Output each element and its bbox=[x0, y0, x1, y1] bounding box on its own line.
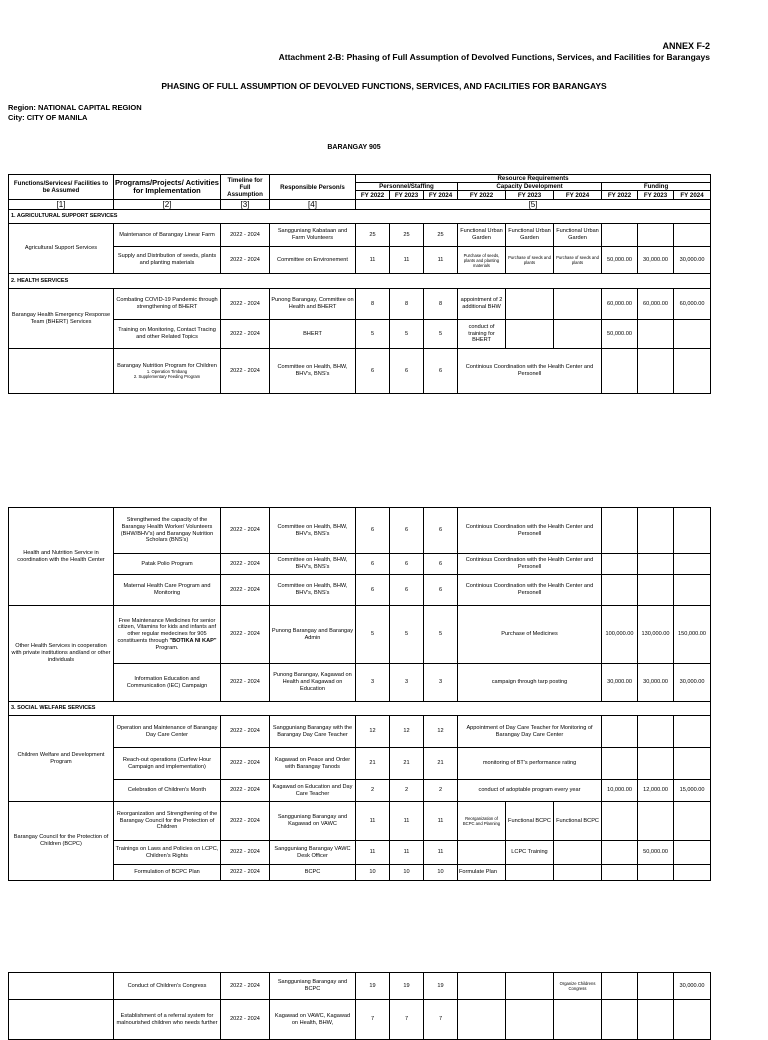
program-cell: Maintenance of Barangay Linear Farm bbox=[114, 224, 221, 247]
program-cell: Information Education and Communication (IEC) Campaign bbox=[114, 664, 221, 702]
timeline-cell: 2022 - 2024 bbox=[221, 1000, 270, 1040]
funding-cell bbox=[638, 224, 674, 247]
program-cell: Patak Polio Program bbox=[114, 554, 221, 575]
program-cell bbox=[114, 349, 221, 394]
timeline-cell: 2022 - 2024 bbox=[221, 841, 270, 865]
funding-cell bbox=[602, 841, 638, 865]
region-label: Region: NATIONAL CAPITAL REGION bbox=[8, 103, 142, 112]
funding-cell: 130,000.00 bbox=[638, 606, 674, 664]
responsible-cell: Kagawad on VAWC, Kagawad on Health, BHW, bbox=[270, 1000, 356, 1040]
capacity-cell bbox=[458, 1000, 506, 1040]
header-year: FY 2024 bbox=[554, 191, 602, 200]
capacity-cell: Formulate Plan bbox=[458, 865, 506, 881]
responsible-cell: Committee on Health, BHW, BHV's, BNS's bbox=[270, 349, 356, 394]
personnel-cell: 6 bbox=[356, 554, 390, 575]
personnel-cell: 10 bbox=[424, 865, 458, 881]
table-row bbox=[9, 508, 711, 554]
table-row bbox=[9, 349, 711, 394]
program-cell: Establishment of a referral system for malnourished children who needs further bbox=[114, 1000, 221, 1040]
funding-cell bbox=[638, 1000, 674, 1040]
personnel-cell: 6 bbox=[390, 575, 424, 606]
program-text-end: Program. bbox=[155, 644, 179, 651]
capacity-cell: Purchase of Medicines bbox=[458, 606, 602, 664]
responsible-cell: Punong Barangay and Barangay Admin bbox=[270, 606, 356, 664]
timeline-cell: 2022 - 2024 bbox=[221, 247, 270, 274]
personnel-cell: 7 bbox=[390, 1000, 424, 1040]
personnel-cell: 5 bbox=[356, 606, 390, 664]
personnel-cell: 8 bbox=[424, 289, 458, 320]
funding-cell bbox=[602, 748, 638, 780]
personnel-cell: 25 bbox=[390, 224, 424, 247]
capacity-cell: Continious Coordination with the Health Center and Personell bbox=[458, 349, 602, 394]
timeline-cell: 2022 - 2024 bbox=[221, 320, 270, 349]
function-cell: Health and Nutrition Service in coordination with the Health Center bbox=[9, 508, 114, 606]
timeline-cell: 2022 - 2024 bbox=[221, 224, 270, 247]
header-programs: Programs/Projects/ Activities for Implementation bbox=[114, 175, 221, 200]
column-number: [3] bbox=[221, 200, 270, 210]
personnel-cell: 3 bbox=[424, 664, 458, 702]
funding-cell bbox=[674, 841, 711, 865]
personnel-cell: 19 bbox=[390, 973, 424, 1000]
funding-cell bbox=[638, 575, 674, 606]
table-row bbox=[9, 780, 711, 802]
capacity-cell bbox=[554, 289, 602, 320]
funding-cell: 15,000.00 bbox=[674, 780, 711, 802]
table-row bbox=[9, 716, 711, 748]
responsible-cell: Punong Barangay, Committee on Health and BHERT bbox=[270, 289, 356, 320]
funding-cell bbox=[674, 865, 711, 881]
column-number: [2] bbox=[114, 200, 221, 210]
funding-cell bbox=[602, 224, 638, 247]
function-cell: Barangay Council for the Protection of Children (BCPC) bbox=[9, 802, 114, 881]
capacity-cell: LCPC Training bbox=[506, 841, 554, 865]
funding-cell bbox=[638, 748, 674, 780]
capacity-cell: Purchase of seeds and plants bbox=[506, 247, 554, 274]
header-year: FY 2024 bbox=[424, 191, 458, 200]
personnel-cell: 6 bbox=[356, 575, 390, 606]
personnel-cell: 6 bbox=[390, 349, 424, 394]
personnel-cell: 3 bbox=[356, 664, 390, 702]
table-row bbox=[9, 664, 711, 702]
funding-cell bbox=[602, 554, 638, 575]
personnel-cell: 5 bbox=[390, 606, 424, 664]
funding-cell bbox=[638, 320, 674, 349]
personnel-cell: 21 bbox=[356, 748, 390, 780]
table-row bbox=[9, 748, 711, 780]
attachment-title: Attachment 2-B: Phasing of Full Assumption of Devolved Functions, Services, and Facilities for Barangays bbox=[278, 52, 710, 62]
personnel-cell: 2 bbox=[424, 780, 458, 802]
personnel-cell: 6 bbox=[356, 349, 390, 394]
personnel-cell: 11 bbox=[356, 247, 390, 274]
timeline-cell: 2022 - 2024 bbox=[221, 508, 270, 554]
timeline-cell: 2022 - 2024 bbox=[221, 554, 270, 575]
timeline-cell: 2022 - 2024 bbox=[221, 606, 270, 664]
responsible-cell: Committee on Environement bbox=[270, 247, 356, 274]
personnel-cell: 11 bbox=[390, 802, 424, 841]
personnel-cell: 21 bbox=[424, 748, 458, 780]
funding-cell: 150,000.00 bbox=[674, 606, 711, 664]
responsible-cell: Committee on Health, BHW, BHV's, BNS's bbox=[270, 575, 356, 606]
program-cell: Conduct of Children's Congress bbox=[114, 973, 221, 1000]
funding-cell bbox=[674, 320, 711, 349]
responsible-cell: Sangguniang Barangay and Kagawad on VAWC bbox=[270, 802, 356, 841]
program-cell: Celebration of Children's Month bbox=[114, 780, 221, 802]
personnel-cell: 25 bbox=[424, 224, 458, 247]
funding-cell bbox=[674, 802, 711, 841]
capacity-cell: appointment of 2 additional BHW bbox=[458, 289, 506, 320]
funding-cell bbox=[674, 748, 711, 780]
table-row bbox=[9, 554, 711, 575]
function-cell: Children Welfare and Development Program bbox=[9, 716, 114, 802]
funding-cell: 100,000.00 bbox=[602, 606, 638, 664]
capacity-cell: Purchase of seeds, plants and planting materials bbox=[458, 247, 506, 274]
funding-cell bbox=[674, 575, 711, 606]
table-row bbox=[9, 320, 711, 349]
personnel-cell: 10 bbox=[356, 865, 390, 881]
program-cell bbox=[114, 606, 221, 664]
capacity-cell: Functional Urban Garden bbox=[506, 224, 554, 247]
header-timeline: Timeline for Full Assumption bbox=[221, 175, 270, 200]
responsible-cell: Punong Barangay, Kagawad on Health and Kagawad on Education bbox=[270, 664, 356, 702]
personnel-cell: 2 bbox=[356, 780, 390, 802]
program-subitem: 2. Supplementary Feeding Program bbox=[133, 374, 201, 380]
timeline-cell: 2022 - 2024 bbox=[221, 865, 270, 881]
personnel-cell: 8 bbox=[390, 289, 424, 320]
personnel-cell: 11 bbox=[356, 841, 390, 865]
funding-cell: 30,000.00 bbox=[674, 664, 711, 702]
personnel-cell: 6 bbox=[356, 508, 390, 554]
program-cell: Training on Monitoring, Contact Tracing and other Related Topics bbox=[114, 320, 221, 349]
header-functions: Functions/Services/ Facilities to be Assumed bbox=[9, 175, 114, 200]
capacity-cell bbox=[554, 865, 602, 881]
responsible-cell: Committee on Health, BHW, BHV's, BNS's bbox=[270, 554, 356, 575]
funding-cell: 30,000.00 bbox=[674, 247, 711, 274]
header-year: FY 2022 bbox=[458, 191, 506, 200]
section-heading: 1. AGRICULTURAL SUPPORT SERVICES bbox=[9, 210, 711, 224]
funding-cell bbox=[602, 349, 638, 394]
city-label: City: CITY OF MANILA bbox=[8, 113, 88, 122]
capacity-cell bbox=[458, 841, 506, 865]
section-heading: 2. HEALTH SERVICES bbox=[9, 274, 711, 289]
responsible-cell: Sangguniang Barangay and BCPC bbox=[270, 973, 356, 1000]
funding-cell bbox=[638, 802, 674, 841]
table-row bbox=[9, 247, 711, 274]
timeline-cell: 2022 - 2024 bbox=[221, 802, 270, 841]
responsible-cell: Committee on Health, BHW, BHV's, BNS's bbox=[270, 508, 356, 554]
funding-cell bbox=[638, 716, 674, 748]
program-cell: Trainings on Laws and Policies on LCPC, Children's Rights bbox=[114, 841, 221, 865]
funding-cell bbox=[674, 716, 711, 748]
timeline-cell: 2022 - 2024 bbox=[221, 575, 270, 606]
function-cell: Agricultural Support Services bbox=[9, 224, 114, 274]
program-cell: Reorganization and Strengthening of the Barangay Council for the Protection of Children bbox=[114, 802, 221, 841]
header-year: FY 2023 bbox=[506, 191, 554, 200]
personnel-cell: 2 bbox=[390, 780, 424, 802]
personnel-cell: 25 bbox=[356, 224, 390, 247]
capacity-cell bbox=[554, 841, 602, 865]
capacity-cell: Functional Urban Garden bbox=[554, 224, 602, 247]
program-cell: Reach-out operations (Curfew Hour Campaign and implementation) bbox=[114, 748, 221, 780]
funding-cell bbox=[674, 554, 711, 575]
column-number: [1] bbox=[9, 200, 114, 210]
responsible-cell: BCPC bbox=[270, 865, 356, 881]
funding-cell bbox=[602, 802, 638, 841]
header-resource: Resource Requirements bbox=[356, 175, 711, 183]
funding-cell bbox=[602, 1000, 638, 1040]
capacity-cell: Appointment of Day Care Teacher for Monitoring of Barangay Day Care Center bbox=[458, 716, 602, 748]
header-year: FY 2022 bbox=[602, 191, 638, 200]
capacity-cell: Continious Coordination with the Health Center and Personell bbox=[458, 508, 602, 554]
funding-cell: 50,000.00 bbox=[602, 247, 638, 274]
personnel-cell: 11 bbox=[390, 841, 424, 865]
funding-cell: 50,000.00 bbox=[602, 320, 638, 349]
funding-cell bbox=[602, 973, 638, 1000]
personnel-cell: 19 bbox=[424, 973, 458, 1000]
capacity-cell: campaign through tarp posting bbox=[458, 664, 602, 702]
funding-cell bbox=[638, 865, 674, 881]
personnel-cell: 12 bbox=[424, 716, 458, 748]
capacity-cell: Functional BCPC bbox=[506, 802, 554, 841]
timeline-cell: 2022 - 2024 bbox=[221, 780, 270, 802]
timeline-cell: 2022 - 2024 bbox=[221, 289, 270, 320]
capacity-cell: Reorganization of BCPC and Planning bbox=[458, 802, 506, 841]
timeline-cell: 2022 - 2024 bbox=[221, 748, 270, 780]
table-row bbox=[9, 289, 711, 320]
capacity-cell bbox=[554, 1000, 602, 1040]
personnel-cell: 3 bbox=[390, 664, 424, 702]
capacity-cell: monitoring of BT's performance rating bbox=[458, 748, 602, 780]
function-cell bbox=[9, 1000, 114, 1040]
table-row bbox=[9, 973, 711, 1000]
phasing-table-part-2 bbox=[8, 507, 711, 881]
timeline-cell: 2022 - 2024 bbox=[221, 349, 270, 394]
funding-cell bbox=[674, 508, 711, 554]
header-year: FY 2024 bbox=[674, 191, 711, 200]
capacity-cell: conduct of training for BHERT bbox=[458, 320, 506, 349]
region-city-block bbox=[8, 103, 142, 123]
personnel-cell: 12 bbox=[390, 716, 424, 748]
barangay-label: BARANGAY 905 bbox=[327, 144, 381, 151]
program-cell: Supply and Distribution of seeds, plants and planting materials bbox=[114, 247, 221, 274]
personnel-cell: 7 bbox=[424, 1000, 458, 1040]
funding-cell: 30,000.00 bbox=[602, 664, 638, 702]
document-title: PHASING OF FULL ASSUMPTION OF DEVOLVED FUNCTIONS, SERVICES, AND FACILITIES FOR BARANGAYS bbox=[161, 81, 607, 91]
capacity-cell: Continious Coordination with the Health Center and Personell bbox=[458, 575, 602, 606]
funding-cell bbox=[638, 349, 674, 394]
table-row bbox=[9, 802, 711, 841]
capacity-cell bbox=[506, 865, 554, 881]
personnel-cell: 5 bbox=[424, 320, 458, 349]
personnel-cell: 11 bbox=[424, 247, 458, 274]
header-year: FY 2023 bbox=[390, 191, 424, 200]
header-personnel: Personnel/Staffing bbox=[356, 183, 458, 191]
funding-cell: 30,000.00 bbox=[674, 973, 711, 1000]
table-row bbox=[9, 575, 711, 606]
capacity-cell: conduct of adoptable program every year bbox=[458, 780, 602, 802]
program-title: Barangay Nutrition Program for Children bbox=[117, 362, 217, 369]
funding-cell: 50,000.00 bbox=[638, 841, 674, 865]
funding-cell: 60,000.00 bbox=[638, 289, 674, 320]
funding-cell bbox=[602, 508, 638, 554]
capacity-cell bbox=[506, 289, 554, 320]
annex-label: ANNEX F-2 bbox=[662, 41, 710, 51]
header-capacity: Capacity Development bbox=[458, 183, 602, 191]
funding-cell: 30,000.00 bbox=[638, 664, 674, 702]
function-cell: Other Health Services in cooperation with private institutions and/and or other individuals bbox=[9, 606, 114, 702]
personnel-cell: 11 bbox=[356, 802, 390, 841]
responsible-cell: Sangguniang Barangay VAWC Desk Officer bbox=[270, 841, 356, 865]
responsible-cell: Kagawad on Education and Day Care Teacher bbox=[270, 780, 356, 802]
personnel-cell: 11 bbox=[424, 802, 458, 841]
funding-cell bbox=[674, 1000, 711, 1040]
capacity-cell: Purchase of seeds and plants bbox=[554, 247, 602, 274]
funding-cell bbox=[602, 716, 638, 748]
capacity-cell bbox=[506, 1000, 554, 1040]
funding-cell bbox=[638, 554, 674, 575]
funding-cell: 30,000.00 bbox=[638, 247, 674, 274]
funding-cell bbox=[638, 973, 674, 1000]
responsible-cell: BHERT bbox=[270, 320, 356, 349]
personnel-cell: 8 bbox=[356, 289, 390, 320]
timeline-cell: 2022 - 2024 bbox=[221, 664, 270, 702]
funding-cell bbox=[674, 349, 711, 394]
responsible-cell: Sangguniang Barangay with the Barangay Day Care Teacher bbox=[270, 716, 356, 748]
column-number: [4] bbox=[270, 200, 356, 210]
table-row bbox=[9, 1000, 711, 1040]
program-highlight: "BOTIKA NI KAP" bbox=[169, 637, 217, 644]
personnel-cell: 6 bbox=[424, 554, 458, 575]
program-subitem: 1. Operation Timbang bbox=[146, 369, 188, 375]
personnel-cell: 5 bbox=[356, 320, 390, 349]
capacity-cell: Functional BCPC bbox=[554, 802, 602, 841]
capacity-cell: Organize Childrens Congress bbox=[554, 973, 602, 1000]
personnel-cell: 6 bbox=[424, 508, 458, 554]
funding-cell bbox=[638, 508, 674, 554]
phasing-table-part-3 bbox=[8, 972, 711, 1040]
phasing-table-part-1 bbox=[8, 174, 711, 394]
table-row bbox=[9, 865, 711, 881]
personnel-cell: 6 bbox=[390, 554, 424, 575]
function-cell bbox=[9, 349, 114, 394]
personnel-cell: 11 bbox=[390, 247, 424, 274]
program-cell: Strengthened the capacity of the Barangay Health Worker/ Volunteers (BHW/BHV's) and Barangay Nutrition Scholars (BNS's) bbox=[114, 508, 221, 554]
function-cell: Barangay Health Emergency Response Team (BHERT) Services bbox=[9, 289, 114, 349]
table-row bbox=[9, 224, 711, 247]
funding-cell bbox=[602, 575, 638, 606]
capacity-cell bbox=[554, 320, 602, 349]
capacity-cell bbox=[458, 973, 506, 1000]
personnel-cell: 5 bbox=[424, 606, 458, 664]
personnel-cell: 12 bbox=[356, 716, 390, 748]
responsible-cell: Kagawad on Peace and Order with Barangay Tanods bbox=[270, 748, 356, 780]
funding-cell bbox=[602, 865, 638, 881]
funding-cell: 60,000.00 bbox=[602, 289, 638, 320]
program-cell: Formulation of BCPC Plan bbox=[114, 865, 221, 881]
program-text: Free Maintenance Medicines for senior citizen, Vitamins for kids and infants anf other regular medecines for 905 constituents through bbox=[117, 617, 217, 644]
personnel-cell: 6 bbox=[390, 508, 424, 554]
personnel-cell: 21 bbox=[390, 748, 424, 780]
capacity-cell bbox=[506, 973, 554, 1000]
capacity-cell bbox=[506, 320, 554, 349]
personnel-cell: 10 bbox=[390, 865, 424, 881]
capacity-cell: Functional Urban Garden bbox=[458, 224, 506, 247]
section-heading: 3. SOCIAL WELFARE SERVICES bbox=[9, 702, 711, 716]
header-year: FY 2022 bbox=[356, 191, 390, 200]
personnel-cell: 6 bbox=[424, 575, 458, 606]
program-cell: Operation and Maintenance of Barangay Day Care Center bbox=[114, 716, 221, 748]
column-number: [5] bbox=[356, 200, 711, 210]
funding-cell: 10,000.00 bbox=[602, 780, 638, 802]
header-responsible: Responsible Person/s bbox=[270, 175, 356, 200]
personnel-cell: 11 bbox=[424, 841, 458, 865]
header-funding: Funding bbox=[602, 183, 711, 191]
personnel-cell: 7 bbox=[356, 1000, 390, 1040]
personnel-cell: 19 bbox=[356, 973, 390, 1000]
funding-cell: 60,000.00 bbox=[674, 289, 711, 320]
table-row bbox=[9, 606, 711, 664]
timeline-cell: 2022 - 2024 bbox=[221, 973, 270, 1000]
capacity-cell: Continious Coordination with the Health Center and Personell bbox=[458, 554, 602, 575]
funding-cell bbox=[674, 224, 711, 247]
program-cell: Maternal Health Care Program and Monitoring bbox=[114, 575, 221, 606]
personnel-cell: 6 bbox=[424, 349, 458, 394]
program-cell: Combating COVID-19 Pandemic through strengthening of BHERT bbox=[114, 289, 221, 320]
table-row bbox=[9, 841, 711, 865]
responsible-cell: Sangguniang Kabataan and Farm Volunteers bbox=[270, 224, 356, 247]
personnel-cell: 5 bbox=[390, 320, 424, 349]
funding-cell: 12,000.00 bbox=[638, 780, 674, 802]
timeline-cell: 2022 - 2024 bbox=[221, 716, 270, 748]
function-cell bbox=[9, 973, 114, 1000]
header-year: FY 2023 bbox=[638, 191, 674, 200]
